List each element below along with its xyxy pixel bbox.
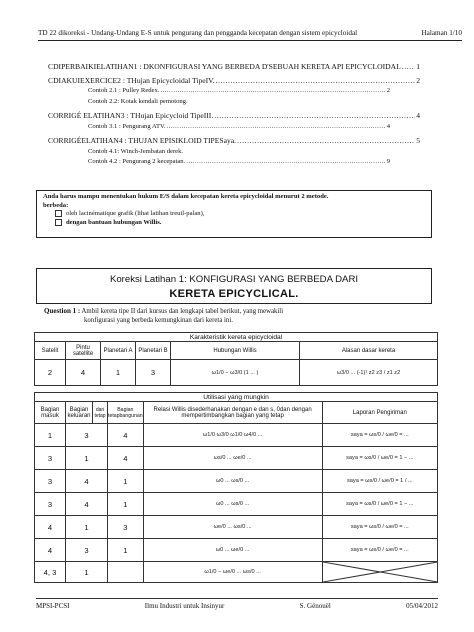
column-header: Planetari A [101, 342, 136, 360]
checkbox-bullet-icon [55, 219, 62, 226]
footer-date: 05/04/2012 [406, 602, 438, 610]
toc-entry-2[interactable]: CDIAKUIEXERCICE2 : THujan Epicycloidal TipeIV. ..... 2 [48, 76, 420, 85]
column-header: Relasi Willis disederhanakan dengan e dan s, 0dan dengan mempertimbangkan bagian yang tetap [143, 402, 322, 424]
toc-entry-3[interactable]: CORRIGÉ ELATIHAN3 : THujan Epicycloid TipeIII. ..... 4 [48, 111, 420, 120]
table-row: 4 3 1 ω0 ... ωe/0 ... saya = ωs/0 / ωe/0 = ... [35, 539, 438, 562]
learning-objective-box: Anda harus mampu menentukan hukum E/S dalam kecepatan kereta epicycloidal menurut 2 metode. berbeda: oleh lacinématique grafik (lihat latihan treuil-palan), dengan bantuan hubungan Willis. [36, 190, 432, 238]
column-header: Bagian tetapbangunan [108, 402, 144, 424]
toc-entry-4[interactable]: CORRIGÉELATIHAN4 : THUJAN EPISIKLOID TIPESaya. ..... 5 [48, 136, 420, 145]
checkbox-bullet-icon [55, 210, 62, 217]
table-caption: Karakteristik kereta epicycloidal [35, 333, 438, 342]
table-row: 2 4 1 3 ω1/0 − ω3/0 (1 ... ) ω3/0 ... (-1)¹ z2 z3 / z1 z2 [35, 360, 438, 386]
table-row: 3 4 1 ω0 ... ωs/0 ... saya = ωs/0 / ωe/0 = 1 − ... [35, 493, 438, 516]
table-row: 4 1 3 ωe/0 ... ωs/0 ... saya = ωs/0 / ωe/0 = ... [35, 516, 438, 539]
table-row: 4, 3 1 ω1/0 − ωe/0 ... ωs/0 ... [35, 562, 438, 583]
willis-formula: ω1/0 − ω3/0 (1 ... ) [171, 360, 300, 386]
question-label: Question 1 : [44, 307, 81, 315]
toc-subentry[interactable]: Contoh 2.2: Kotak kendali pemotong. [88, 98, 188, 105]
column-header: Bagian masuk [35, 402, 66, 424]
page-footer [36, 602, 438, 610]
column-header: Pintu satellite [66, 342, 101, 360]
toc-subentry[interactable]: Contoh 3.1 : Pengurang ATV. ..... 4 [88, 123, 390, 130]
page-header [38, 29, 462, 37]
cross-out-icon [323, 562, 437, 582]
column-header: Alasan dasar kereta [300, 342, 438, 360]
question-text: Question 1 : Ambil kereta tipe II dari kursus dan lengkapi tabel berikut, yang mewakili konfigurasi yang berbeda kemungkinan dari kereta ini. [44, 307, 284, 324]
column-header: Satelit [35, 342, 66, 360]
footer-divider [36, 598, 438, 599]
footer-course: MPSI-PCSI [36, 602, 70, 610]
toc-subentry[interactable]: Contoh 4.2 : Pengurang 2 kecepatan. ..... 9 [88, 158, 390, 165]
toc-entry-1[interactable]: CDIPERBAIKIELATIHAN1 : DKONFIGURASI YANG BERBEDA D'SEBUAH KERETA API EPICYCLOIDAL ..... 1 [48, 62, 420, 71]
document-title: TD 22 dikoreksi - Undang-Undang E-S untuk pengurang dan pengganda kecepatan dengan sistem epicycloidal [38, 29, 358, 37]
table-row: 3 4 1 ω0 ... ωs/0 ... saya = ωs/0 / ωe/0 = 1 / ... [35, 470, 438, 493]
table-caption: Utilisasi yang mungkin [35, 393, 438, 402]
column-header: Bagian keluaran [66, 402, 93, 424]
characteristics-table [34, 332, 438, 386]
column-header: dari tetap [93, 402, 108, 424]
footer-author: S. Génouël [299, 602, 331, 610]
crossed-out-cell [322, 562, 437, 583]
toc-subentry[interactable]: Contoh 2.1 : Pulley Redex. ..... 2 [88, 87, 390, 94]
column-header: Planetari B [136, 342, 171, 360]
column-header: Laporan Pengiriman [322, 402, 437, 424]
column-header: Hubungan Willis [171, 342, 300, 360]
toc-subentry[interactable]: Contoh 4.1: Winch-Jembatan derek. [88, 148, 184, 155]
possible-uses-table [34, 392, 438, 583]
footer-subject: Ilmu Industri untuk Insinyur [144, 602, 225, 610]
section-title: Koreksi Latihan 1: KONFIGURASI YANG BERBEDA DARI KERETA EPICYCLICAL. [36, 268, 432, 304]
table-row: 3 1 4 ωs/0 ... ωe/0 ... saya = ωs/0 / ωe/0 = 1 − ... [35, 447, 438, 470]
base-ratio-formula: ω3/0 ... (-1)¹ z2 z3 / z1 z2 [300, 360, 438, 386]
bullet-item: oleh lacinématique grafik (lihat latihan treuil-palan), [43, 210, 425, 219]
page-number: Halaman 1/10 [421, 29, 462, 37]
bullet-item: dengan bantuan hubungan Willis. [43, 219, 425, 228]
table-row: 1 3 4 ω1/0 ω3/0 ω1/0 ω4/0 ... saya = ωs/0 / ωe/0 = ... [35, 424, 438, 447]
header-divider [38, 40, 462, 41]
